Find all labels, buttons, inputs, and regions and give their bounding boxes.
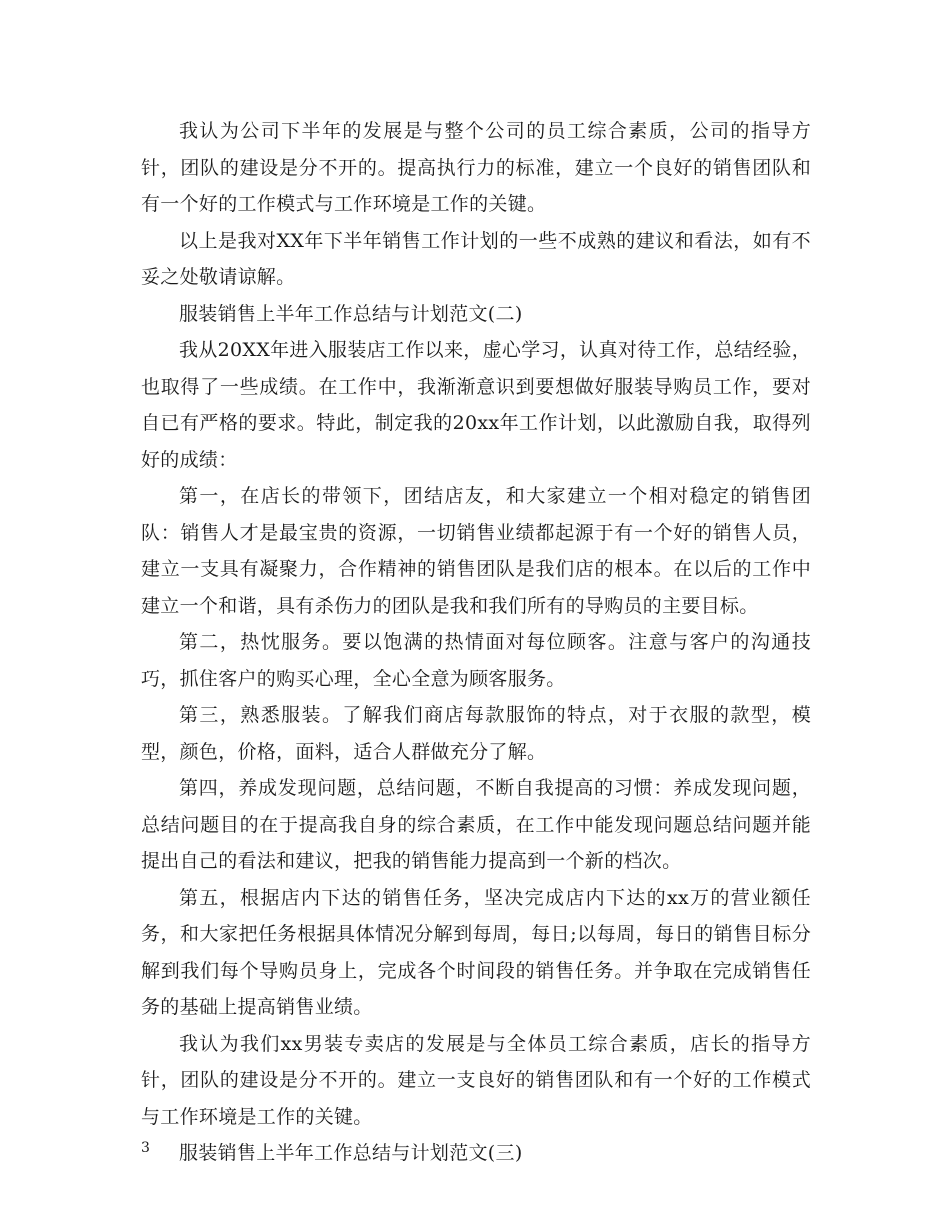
paragraph-point-two: 第二，热忱服务。要以饱满的热情面对每位顾客。注意与客户的沟通技巧，抓住客户的购买心理，全心全意为顾客服务。 [141,631,811,690]
paragraph-point-three: 第三，熟悉服装。了解我们商店每款服饰的特点，对于衣服的款型，模型，颜色，价格，面料，适合人群做充分了解。 [141,704,811,763]
paragraph-store-development: 我认为我们xx男装专卖店的发展是与全体员工综合素质，店长的指导方针，团队的建设是分不开的。建立一支良好的销售团队和有一个好的工作模式与工作环境是工作的关键。 [141,1032,811,1128]
section-heading-two: 服装销售上半年工作总结与计划范文(二) [179,302,523,325]
document-body [141,113,811,1172]
section-heading-three: 服装销售上半年工作总结与计划范文(三) [179,1142,523,1164]
page-number: 3 [141,1140,150,1156]
paragraph-intro: 我从20XX年进入服装店工作以来，虚心学习，认真对待工作，总结经验，也取得了一些成绩。在工作中，我渐渐意识到要想做好服装导购员工作，要对自已有严格的要求。特此，制定我的20xx年工作计划，以此激励自我，取得列好的成绩： [141,339,811,471]
paragraph-point-five: 第五，根据店内下达的销售任务，坚决完成店内下达的xx万的营业额任务，和大家把任务根据具体情况分解到每周，每日;以每周，每日的销售目标分解到我们每个导购员身上，完成各个时间段的销售任务。并争取在完成销售任务的基础上提高销售业绩。 [141,886,811,1018]
paragraph-point-four: 第四，养成发现问题，总结问题，不断自我提高的习惯：养成发现问题，总结问题目的在于提高我自身的综合素质，在工作中能发现问题总结问题并能提出自己的看法和建议，把我的销售能力提高到一个新的档次。 [141,777,811,872]
paragraph-point-one: 第一，在店长的带领下，团结店友，和大家建立一个相对稳定的销售团队：销售人才是最宝贵的资源，一切销售业绩都起源于有一个好的销售人员，建立一支具有凝聚力，合作精神的销售团队是我们店的根本。在以后的工作中建立一个和谐，具有杀伤力的团队是我和我们所有的导购员的主要目标。 [141,485,811,617]
paragraph-company-development: 我认为公司下半年的发展是与整个公司的员工综合素质，公司的指导方针，团队的建设是分不开的。提高执行力的标准，建立一个良好的销售团队和有一个好的工作模式与工作环境是工作的关键。 [141,120,811,215]
paragraph-closing-remarks: 以上是我对XX年下半年销售工作计划的一些不成熟的建议和看法，如有不妥之处敬请谅解。 [141,229,811,288]
